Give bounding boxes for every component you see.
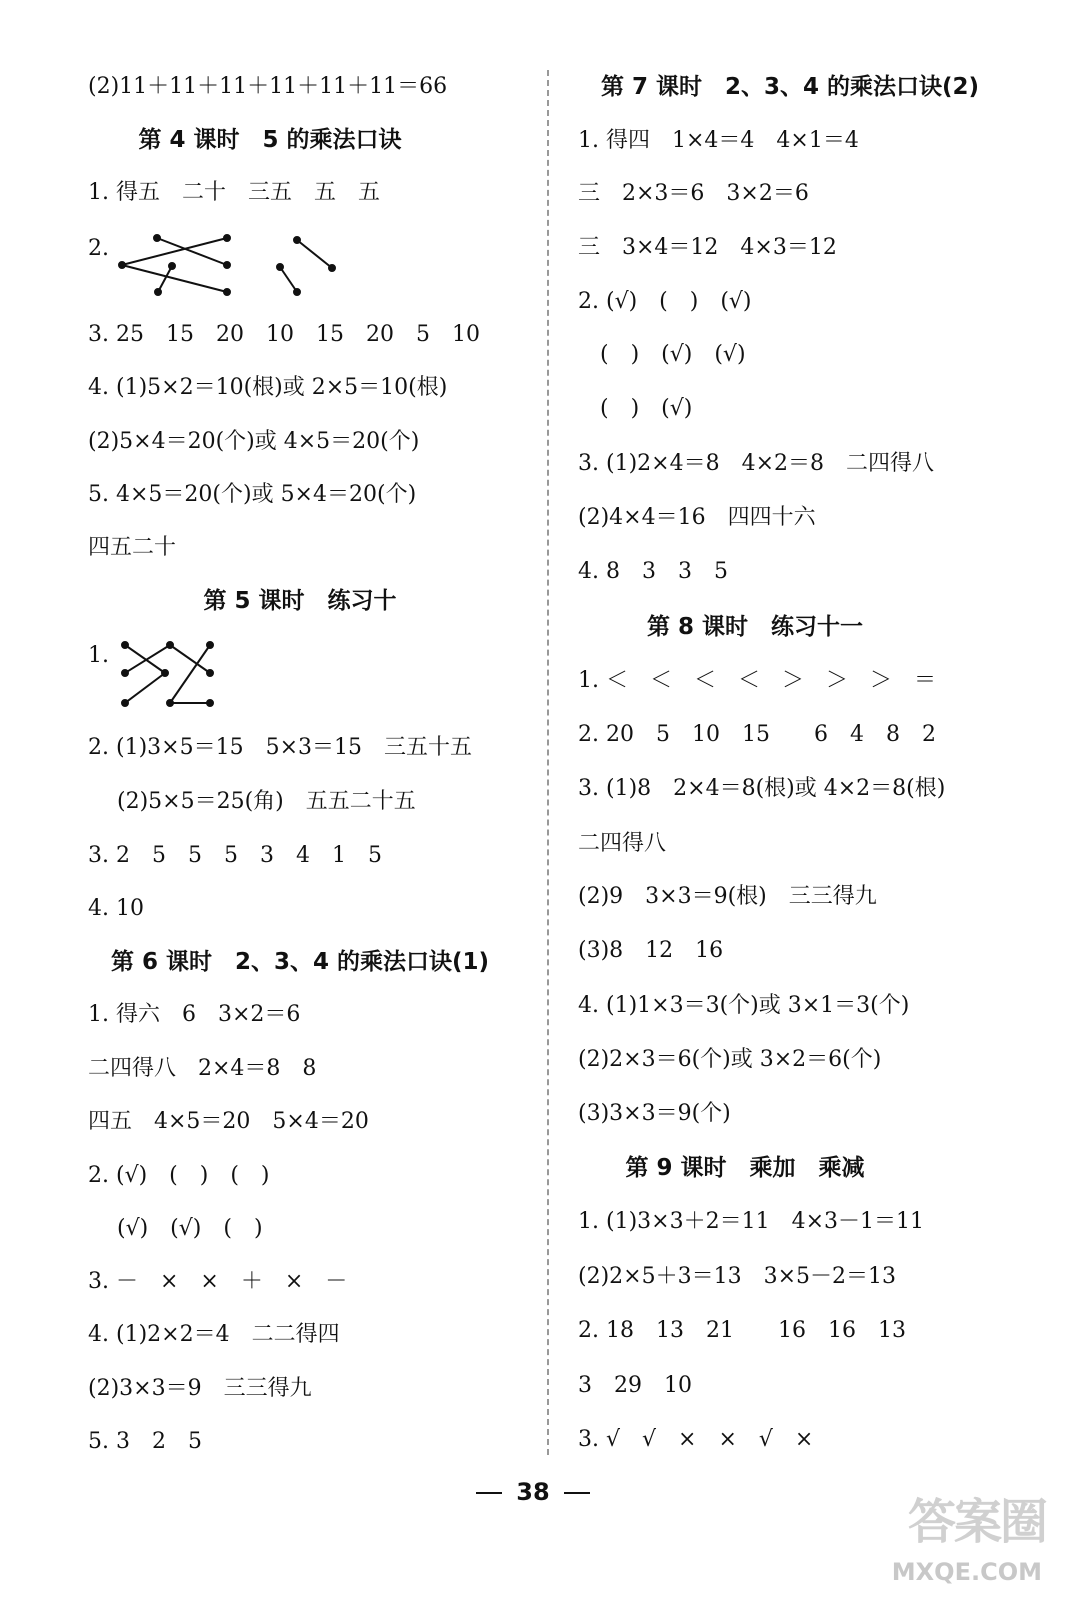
answer-line: (3)3×3＝9(个) [578,1101,731,1126]
watermark-site: MXQE.COM [891,1558,1042,1586]
answer-line: 2. 20 5 10 15 6 4 8 2 [578,722,936,747]
column-divider [547,70,549,1455]
answer-line: 3. 2 5 5 5 3 4 1 5 [88,843,382,868]
answer-line: 四五二十 [88,535,177,560]
answer-line: 4. (1)5×2＝10(根)或 2×5＝10(根) [88,375,448,400]
answer-line: 2. (1)3×5＝15 5×3＝15 三五十五 [88,735,472,760]
answer-line: 2. [88,236,109,261]
answer-line: 4. (1)2×2＝4 二二得四 [88,1322,340,1347]
answer-line: 三 2×3＝6 3×2＝6 [578,181,809,206]
section-heading-lesson-4: 第 4 课时 5 的乘法口诀 [138,127,402,153]
answer-line: 二四得八 [578,831,667,856]
answer-line: 5. 4×5＝20(个)或 5×4＝20(个) [88,482,417,507]
section-heading-lesson-7: 第 7 课时 2、3、4 的乘法口诀(2) [600,74,980,100]
answer-line: (3)8 12 16 [578,938,724,963]
answer-line: (√) (√) ( ) [117,1216,263,1241]
answer-line: 2. 18 13 21 16 16 13 [578,1318,906,1343]
answer-line: 3. (1)2×4＝8 4×2＝8 二四得八 [578,451,934,476]
answer-line: 1. ＜ ＜ ＜ ＜ ＞ ＞ ＞ ＝ [578,668,936,693]
answer-line: 1. [88,643,109,668]
answer-line: 3 29 10 [578,1373,692,1398]
answer-line: 二四得八 2×4＝8 8 [88,1056,317,1081]
answer-line: 1. 得六 6 3×2＝6 [88,1002,301,1027]
watermark-logo: 答案圈 [907,1494,1046,1550]
answer-line: 3. 25 15 20 10 15 20 5 10 [88,322,480,347]
answer-line: (2)11＋11＋11＋11＋11＋11＝66 [88,74,448,99]
answer-line: 4. 10 [88,896,144,921]
page-number: 38 [516,1478,550,1506]
answer-line: ( ) (√) (√) [600,342,746,367]
section-heading-lesson-9: 第 9 课时 乘加 乘减 [625,1155,865,1181]
answer-line: 4. (1)1×3＝3(个)或 3×1＝3(个) [578,993,910,1018]
section-heading-lesson-5: 第 5 课时 练习十 [203,588,397,614]
answer-line: 2. (√) ( ) (√) [578,289,752,314]
matching-lines-diagram [115,635,225,715]
answer-line: 四五 4×5＝20 5×4＝20 [88,1109,369,1134]
answer-line: (2)5×4＝20(个)或 4×5＝20(个) [88,429,420,454]
answer-line: (2)2×3＝6(个)或 3×2＝6(个) [578,1047,882,1072]
answer-line: ( ) (√) [600,396,693,421]
answer-line: 3. √ √ × × √ × [578,1427,814,1452]
answer-line: 3. － × × ＋ × － [88,1269,348,1294]
answer-line: 4. 8 3 3 5 [578,559,728,584]
answer-line: (2)4×4＝16 四四十六 [578,505,816,530]
section-heading-lesson-8: 第 8 课时 练习十一 [646,614,864,640]
answer-line: 1. 得四 1×4＝4 4×1＝4 [578,128,859,153]
answer-line: 1. 得五 二十 三五 五 五 [88,180,380,205]
answer-line: (2)5×5＝25(角) 五五二十五 [117,789,416,814]
answer-line: 5. 3 2 5 [88,1429,202,1454]
matching-lines-diagram [112,228,352,300]
answer-line: 3. (1)8 2×4＝8(根)或 4×2＝8(根) [578,776,946,801]
answer-line: 2. (√) ( ) ( ) [88,1163,270,1188]
page-number-footer [0,1478,1066,1506]
answer-line: (2)2×5＋3＝13 3×5－2＝13 [578,1264,897,1289]
answer-line: (2)9 3×3＝9(根) 三三得九 [578,884,877,909]
answer-line: 1. (1)3×3＋2＝11 4×3－1＝11 [578,1209,924,1234]
answer-line: 三 3×4＝12 4×3＝12 [578,235,837,260]
answer-line: (2)3×3＝9 三三得九 [88,1376,312,1401]
section-heading-lesson-6: 第 6 课时 2、3、4 的乘法口诀(1) [110,949,490,975]
